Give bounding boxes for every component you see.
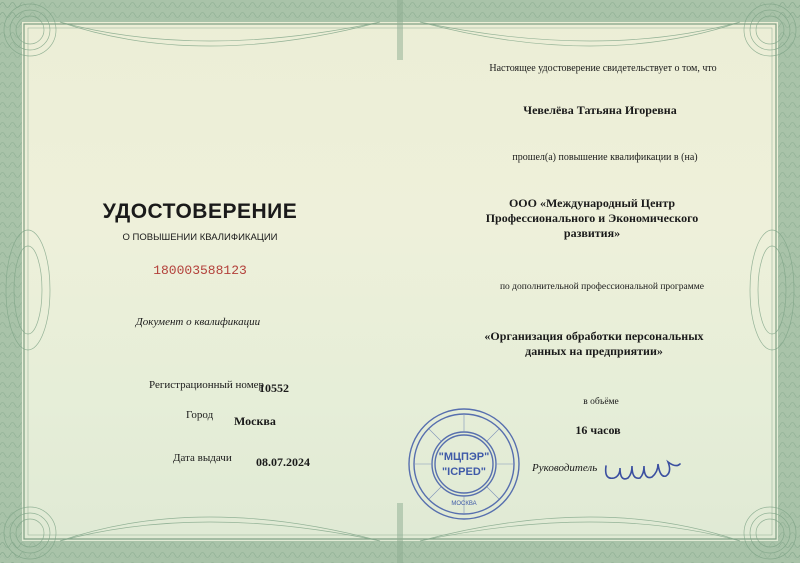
certificate-title: УДОСТОВЕРЕНИЕ	[102, 200, 298, 223]
organization-line-1: ООО «Международный Центр	[508, 196, 676, 210]
organization-line-3: развития»	[563, 226, 621, 240]
official-stamp	[405, 405, 523, 523]
head-label: Руководитель	[532, 462, 598, 474]
program-line-1: «Организация обработки персональных	[484, 329, 704, 343]
registration-number: 10552	[259, 381, 289, 395]
city-value: Москва	[234, 414, 276, 428]
intro-text: Настоящее удостоверение свидетельствует о том, что	[489, 63, 717, 74]
stamp-line-1: "МЦПЭР"	[438, 451, 490, 463]
organization-line-2: Профессионального и Экономического	[485, 211, 699, 225]
city-label: Город	[186, 409, 214, 421]
volume-label: в объёме	[583, 397, 619, 407]
document-type: Документ о квалификации	[135, 316, 261, 328]
signature	[602, 452, 684, 486]
volume-value: 16 часов	[575, 423, 621, 437]
qualification-text: прошел(а) повышение квалификации в (на)	[512, 152, 698, 163]
issue-date-value: 08.07.2024	[256, 455, 310, 469]
registration-label: Регистрационный номер	[149, 379, 265, 391]
issue-date-label: Дата выдачи	[173, 452, 232, 464]
program-line-2: данных на предприятии»	[525, 344, 663, 358]
program-label: по дополнительной профессиональной программе	[499, 282, 705, 292]
certificate-subtitle: О ПОВЫШЕНИИ КВАЛИФИКАЦИИ	[122, 232, 278, 243]
stamp-city: МОСКВА	[451, 501, 477, 507]
recipient-name: Чевелёва Татьяна Игоревна	[523, 103, 677, 117]
serial-number: 180003588123	[153, 263, 247, 278]
stamp-line-2: "ICPED"	[441, 466, 487, 478]
